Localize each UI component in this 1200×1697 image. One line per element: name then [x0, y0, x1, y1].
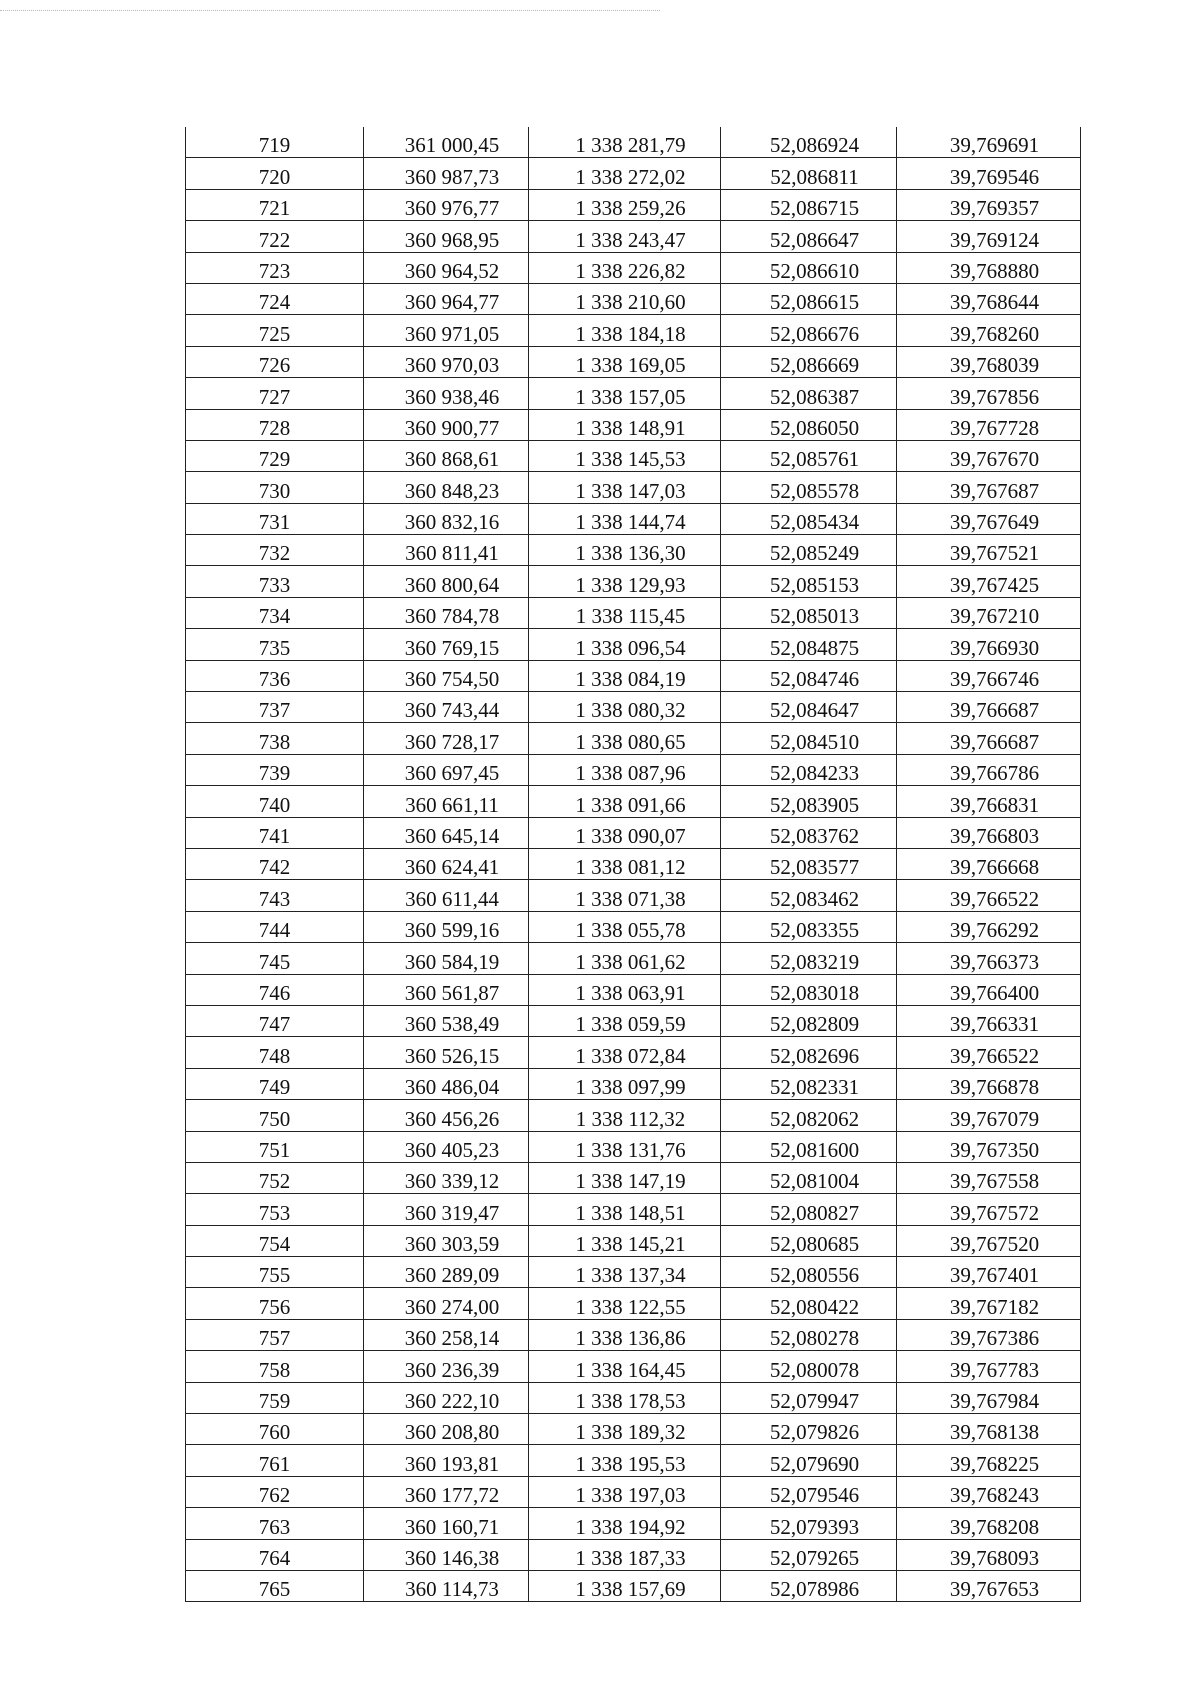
longitude-cell: 39,766292	[897, 911, 1081, 942]
y-coordinate-cell: 1 338 147,19	[529, 1162, 721, 1193]
latitude-cell: 52,086715	[721, 189, 897, 220]
longitude-cell: 39,767856	[897, 378, 1081, 409]
longitude-cell: 39,767728	[897, 409, 1081, 440]
table-row	[186, 1225, 1081, 1256]
x-coordinate-cell: 360 222,10	[364, 1382, 529, 1413]
y-coordinate-cell: 1 338 189,32	[529, 1414, 721, 1445]
x-coordinate-cell: 360 160,71	[364, 1508, 529, 1539]
table-row	[186, 378, 1081, 409]
y-coordinate-cell: 1 338 136,86	[529, 1319, 721, 1350]
y-coordinate-cell: 1 338 122,55	[529, 1288, 721, 1319]
latitude-cell: 52,083355	[721, 911, 897, 942]
point-number-cell: 760	[186, 1414, 364, 1445]
y-coordinate-cell: 1 338 272,02	[529, 158, 721, 189]
y-coordinate-cell: 1 338 184,18	[529, 315, 721, 346]
longitude-cell: 39,769546	[897, 158, 1081, 189]
y-coordinate-cell: 1 338 084,19	[529, 660, 721, 691]
point-number-cell: 755	[186, 1257, 364, 1288]
x-coordinate-cell: 360 236,39	[364, 1351, 529, 1382]
scan-edge-line	[0, 10, 660, 11]
point-number-cell: 765	[186, 1570, 364, 1601]
y-coordinate-cell: 1 338 243,47	[529, 221, 721, 252]
x-coordinate-cell: 360 456,26	[364, 1100, 529, 1131]
table-row	[186, 1131, 1081, 1162]
point-number-cell: 762	[186, 1476, 364, 1507]
latitude-cell: 52,081004	[721, 1162, 897, 1193]
y-coordinate-cell: 1 338 281,79	[529, 127, 721, 158]
point-number-cell: 744	[186, 911, 364, 942]
table-row	[186, 189, 1081, 220]
longitude-cell: 39,766522	[897, 1037, 1081, 1068]
point-number-cell: 742	[186, 848, 364, 879]
latitude-cell: 52,081600	[721, 1131, 897, 1162]
longitude-cell: 39,768208	[897, 1508, 1081, 1539]
longitude-cell: 39,766803	[897, 817, 1081, 848]
latitude-cell: 52,083462	[721, 880, 897, 911]
y-coordinate-cell: 1 338 145,21	[529, 1225, 721, 1256]
point-number-cell: 763	[186, 1508, 364, 1539]
table-row	[186, 974, 1081, 1005]
y-coordinate-cell: 1 338 148,51	[529, 1194, 721, 1225]
longitude-cell: 39,766668	[897, 848, 1081, 879]
latitude-cell: 52,086647	[721, 221, 897, 252]
point-number-cell: 735	[186, 629, 364, 660]
y-coordinate-cell: 1 338 063,91	[529, 974, 721, 1005]
table-row	[186, 1382, 1081, 1413]
x-coordinate-cell: 360 964,77	[364, 283, 529, 314]
table-row	[186, 754, 1081, 785]
table-row	[186, 503, 1081, 534]
x-coordinate-cell: 360 114,73	[364, 1570, 529, 1601]
table-row	[186, 660, 1081, 691]
x-coordinate-cell: 360 208,80	[364, 1414, 529, 1445]
table-row	[186, 1194, 1081, 1225]
x-coordinate-cell: 360 193,81	[364, 1445, 529, 1476]
point-number-cell: 730	[186, 472, 364, 503]
y-coordinate-cell: 1 338 157,69	[529, 1570, 721, 1601]
x-coordinate-cell: 361 000,45	[364, 127, 529, 158]
latitude-cell: 52,085434	[721, 503, 897, 534]
point-number-cell: 726	[186, 346, 364, 377]
y-coordinate-cell: 1 338 091,66	[529, 786, 721, 817]
x-coordinate-cell: 360 146,38	[364, 1539, 529, 1570]
table-row	[186, 1068, 1081, 1099]
longitude-cell: 39,767783	[897, 1351, 1081, 1382]
x-coordinate-cell: 360 964,52	[364, 252, 529, 283]
x-coordinate-cell: 360 968,95	[364, 221, 529, 252]
point-number-cell: 748	[186, 1037, 364, 1068]
y-coordinate-cell: 1 338 148,91	[529, 409, 721, 440]
latitude-cell: 52,085249	[721, 535, 897, 566]
latitude-cell: 52,079393	[721, 1508, 897, 1539]
latitude-cell: 52,082331	[721, 1068, 897, 1099]
y-coordinate-cell: 1 338 197,03	[529, 1476, 721, 1507]
table-row	[186, 817, 1081, 848]
x-coordinate-cell: 360 970,03	[364, 346, 529, 377]
x-coordinate-cell: 360 624,41	[364, 848, 529, 879]
table-row	[186, 880, 1081, 911]
latitude-cell: 52,083219	[721, 943, 897, 974]
longitude-cell: 39,766930	[897, 629, 1081, 660]
longitude-cell: 39,767350	[897, 1131, 1081, 1162]
point-number-cell: 721	[186, 189, 364, 220]
point-number-cell: 737	[186, 692, 364, 723]
x-coordinate-cell: 360 303,59	[364, 1225, 529, 1256]
longitude-cell: 39,767520	[897, 1225, 1081, 1256]
y-coordinate-cell: 1 338 226,82	[529, 252, 721, 283]
x-coordinate-cell: 360 538,49	[364, 1005, 529, 1036]
table-row	[186, 1351, 1081, 1382]
longitude-cell: 39,766373	[897, 943, 1081, 974]
longitude-cell: 39,766786	[897, 754, 1081, 785]
latitude-cell: 52,080556	[721, 1257, 897, 1288]
latitude-cell: 52,078986	[721, 1570, 897, 1601]
latitude-cell: 52,080422	[721, 1288, 897, 1319]
latitude-cell: 52,082062	[721, 1100, 897, 1131]
latitude-cell: 52,082696	[721, 1037, 897, 1068]
x-coordinate-cell: 360 177,72	[364, 1476, 529, 1507]
point-number-cell: 753	[186, 1194, 364, 1225]
table-row	[186, 723, 1081, 754]
table-row	[186, 943, 1081, 974]
longitude-cell: 39,768093	[897, 1539, 1081, 1570]
point-number-cell: 761	[186, 1445, 364, 1476]
point-number-cell: 757	[186, 1319, 364, 1350]
x-coordinate-cell: 360 274,00	[364, 1288, 529, 1319]
coordinates-table-body	[186, 127, 1081, 1602]
y-coordinate-cell: 1 338 087,96	[529, 754, 721, 785]
latitude-cell: 52,086610	[721, 252, 897, 283]
latitude-cell: 52,084510	[721, 723, 897, 754]
point-number-cell: 745	[186, 943, 364, 974]
point-number-cell: 736	[186, 660, 364, 691]
longitude-cell: 39,768880	[897, 252, 1081, 283]
y-coordinate-cell: 1 338 144,74	[529, 503, 721, 534]
x-coordinate-cell: 360 987,73	[364, 158, 529, 189]
point-number-cell: 751	[186, 1131, 364, 1162]
x-coordinate-cell: 360 743,44	[364, 692, 529, 723]
x-coordinate-cell: 360 611,44	[364, 880, 529, 911]
x-coordinate-cell: 360 339,12	[364, 1162, 529, 1193]
point-number-cell: 724	[186, 283, 364, 314]
latitude-cell: 52,080078	[721, 1351, 897, 1382]
y-coordinate-cell: 1 338 131,76	[529, 1131, 721, 1162]
x-coordinate-cell: 360 868,61	[364, 440, 529, 471]
longitude-cell: 39,768644	[897, 283, 1081, 314]
latitude-cell: 52,079265	[721, 1539, 897, 1570]
latitude-cell: 52,083018	[721, 974, 897, 1005]
table-row	[186, 315, 1081, 346]
y-coordinate-cell: 1 338 061,62	[529, 943, 721, 974]
y-coordinate-cell: 1 338 147,03	[529, 472, 721, 503]
table-row	[186, 1476, 1081, 1507]
x-coordinate-cell: 360 561,87	[364, 974, 529, 1005]
coordinates-table	[185, 127, 1081, 1602]
y-coordinate-cell: 1 338 055,78	[529, 911, 721, 942]
table-row	[186, 158, 1081, 189]
point-number-cell: 719	[186, 127, 364, 158]
x-coordinate-cell: 360 289,09	[364, 1257, 529, 1288]
x-coordinate-cell: 360 800,64	[364, 566, 529, 597]
table-row	[186, 1414, 1081, 1445]
point-number-cell: 731	[186, 503, 364, 534]
y-coordinate-cell: 1 338 059,59	[529, 1005, 721, 1036]
point-number-cell: 759	[186, 1382, 364, 1413]
y-coordinate-cell: 1 338 259,26	[529, 189, 721, 220]
y-coordinate-cell: 1 338 081,12	[529, 848, 721, 879]
y-coordinate-cell: 1 338 187,33	[529, 1539, 721, 1570]
longitude-cell: 39,767521	[897, 535, 1081, 566]
y-coordinate-cell: 1 338 129,93	[529, 566, 721, 597]
point-number-cell: 727	[186, 378, 364, 409]
point-number-cell: 758	[186, 1351, 364, 1382]
longitude-cell: 39,767670	[897, 440, 1081, 471]
table-row	[186, 221, 1081, 252]
table-row	[186, 1037, 1081, 1068]
table-row	[186, 597, 1081, 628]
latitude-cell: 52,085578	[721, 472, 897, 503]
point-number-cell: 723	[186, 252, 364, 283]
x-coordinate-cell: 360 319,47	[364, 1194, 529, 1225]
longitude-cell: 39,768260	[897, 315, 1081, 346]
y-coordinate-cell: 1 338 096,54	[529, 629, 721, 660]
table-row	[186, 786, 1081, 817]
latitude-cell: 52,086811	[721, 158, 897, 189]
latitude-cell: 52,085153	[721, 566, 897, 597]
table-row	[186, 252, 1081, 283]
point-number-cell: 738	[186, 723, 364, 754]
table-row	[186, 535, 1081, 566]
x-coordinate-cell: 360 900,77	[364, 409, 529, 440]
point-number-cell: 741	[186, 817, 364, 848]
longitude-cell: 39,767649	[897, 503, 1081, 534]
point-number-cell: 728	[186, 409, 364, 440]
table-row	[186, 1162, 1081, 1193]
table-row	[186, 346, 1081, 377]
y-coordinate-cell: 1 338 157,05	[529, 378, 721, 409]
latitude-cell: 52,084647	[721, 692, 897, 723]
x-coordinate-cell: 360 599,16	[364, 911, 529, 942]
latitude-cell: 52,082809	[721, 1005, 897, 1036]
latitude-cell: 52,080685	[721, 1225, 897, 1256]
y-coordinate-cell: 1 338 112,32	[529, 1100, 721, 1131]
longitude-cell: 39,766522	[897, 880, 1081, 911]
longitude-cell: 39,767079	[897, 1100, 1081, 1131]
latitude-cell: 52,084746	[721, 660, 897, 691]
latitude-cell: 52,079947	[721, 1382, 897, 1413]
latitude-cell: 52,085013	[721, 597, 897, 628]
table-row	[186, 1508, 1081, 1539]
longitude-cell: 39,766687	[897, 723, 1081, 754]
point-number-cell: 729	[186, 440, 364, 471]
point-number-cell: 722	[186, 221, 364, 252]
point-number-cell: 749	[186, 1068, 364, 1099]
latitude-cell: 52,086924	[721, 127, 897, 158]
longitude-cell: 39,767182	[897, 1288, 1081, 1319]
y-coordinate-cell: 1 338 136,30	[529, 535, 721, 566]
x-coordinate-cell: 360 848,23	[364, 472, 529, 503]
longitude-cell: 39,767984	[897, 1382, 1081, 1413]
longitude-cell: 39,767687	[897, 472, 1081, 503]
point-number-cell: 732	[186, 535, 364, 566]
y-coordinate-cell: 1 338 195,53	[529, 1445, 721, 1476]
latitude-cell: 52,086387	[721, 378, 897, 409]
longitude-cell: 39,767210	[897, 597, 1081, 628]
table-row	[186, 1445, 1081, 1476]
x-coordinate-cell: 360 811,41	[364, 535, 529, 566]
point-number-cell: 734	[186, 597, 364, 628]
y-coordinate-cell: 1 338 169,05	[529, 346, 721, 377]
longitude-cell: 39,766400	[897, 974, 1081, 1005]
x-coordinate-cell: 360 526,15	[364, 1037, 529, 1068]
latitude-cell: 52,084233	[721, 754, 897, 785]
point-number-cell: 756	[186, 1288, 364, 1319]
longitude-cell: 39,766331	[897, 1005, 1081, 1036]
y-coordinate-cell: 1 338 090,07	[529, 817, 721, 848]
point-number-cell: 754	[186, 1225, 364, 1256]
latitude-cell: 52,086050	[721, 409, 897, 440]
point-number-cell: 720	[186, 158, 364, 189]
latitude-cell: 52,083577	[721, 848, 897, 879]
x-coordinate-cell: 360 697,45	[364, 754, 529, 785]
longitude-cell: 39,768243	[897, 1476, 1081, 1507]
table-row	[186, 283, 1081, 314]
longitude-cell: 39,768138	[897, 1414, 1081, 1445]
x-coordinate-cell: 360 754,50	[364, 660, 529, 691]
point-number-cell: 739	[186, 754, 364, 785]
point-number-cell: 764	[186, 1539, 364, 1570]
x-coordinate-cell: 360 584,19	[364, 943, 529, 974]
y-coordinate-cell: 1 338 145,53	[529, 440, 721, 471]
table-row	[186, 1539, 1081, 1570]
longitude-cell: 39,768225	[897, 1445, 1081, 1476]
table-row	[186, 1100, 1081, 1131]
table-row	[186, 440, 1081, 471]
longitude-cell: 39,767572	[897, 1194, 1081, 1225]
longitude-cell: 39,767653	[897, 1570, 1081, 1601]
y-coordinate-cell: 1 338 137,34	[529, 1257, 721, 1288]
y-coordinate-cell: 1 338 097,99	[529, 1068, 721, 1099]
point-number-cell: 750	[186, 1100, 364, 1131]
point-number-cell: 743	[186, 880, 364, 911]
y-coordinate-cell: 1 338 115,45	[529, 597, 721, 628]
x-coordinate-cell: 360 976,77	[364, 189, 529, 220]
table-row	[186, 409, 1081, 440]
latitude-cell: 52,079690	[721, 1445, 897, 1476]
table-row	[186, 566, 1081, 597]
x-coordinate-cell: 360 784,78	[364, 597, 529, 628]
longitude-cell: 39,769691	[897, 127, 1081, 158]
x-coordinate-cell: 360 832,16	[364, 503, 529, 534]
x-coordinate-cell: 360 769,15	[364, 629, 529, 660]
point-number-cell: 747	[186, 1005, 364, 1036]
y-coordinate-cell: 1 338 072,84	[529, 1037, 721, 1068]
y-coordinate-cell: 1 338 194,92	[529, 1508, 721, 1539]
x-coordinate-cell: 360 486,04	[364, 1068, 529, 1099]
longitude-cell: 39,766831	[897, 786, 1081, 817]
y-coordinate-cell: 1 338 210,60	[529, 283, 721, 314]
longitude-cell: 39,767386	[897, 1319, 1081, 1350]
latitude-cell: 52,083762	[721, 817, 897, 848]
x-coordinate-cell: 360 971,05	[364, 315, 529, 346]
latitude-cell: 52,086676	[721, 315, 897, 346]
longitude-cell: 39,767558	[897, 1162, 1081, 1193]
y-coordinate-cell: 1 338 071,38	[529, 880, 721, 911]
longitude-cell: 39,767425	[897, 566, 1081, 597]
table-row	[186, 911, 1081, 942]
y-coordinate-cell: 1 338 080,65	[529, 723, 721, 754]
table-row	[186, 1288, 1081, 1319]
table-row	[186, 848, 1081, 879]
x-coordinate-cell: 360 405,23	[364, 1131, 529, 1162]
latitude-cell: 52,084875	[721, 629, 897, 660]
x-coordinate-cell: 360 645,14	[364, 817, 529, 848]
longitude-cell: 39,769124	[897, 221, 1081, 252]
point-number-cell: 740	[186, 786, 364, 817]
latitude-cell: 52,079546	[721, 1476, 897, 1507]
longitude-cell: 39,768039	[897, 346, 1081, 377]
latitude-cell: 52,080278	[721, 1319, 897, 1350]
table-row	[186, 127, 1081, 158]
table-row	[186, 1257, 1081, 1288]
longitude-cell: 39,766878	[897, 1068, 1081, 1099]
latitude-cell: 52,086615	[721, 283, 897, 314]
latitude-cell: 52,079826	[721, 1414, 897, 1445]
longitude-cell: 39,769357	[897, 189, 1081, 220]
point-number-cell: 746	[186, 974, 364, 1005]
x-coordinate-cell: 360 258,14	[364, 1319, 529, 1350]
latitude-cell: 52,080827	[721, 1194, 897, 1225]
point-number-cell: 752	[186, 1162, 364, 1193]
latitude-cell: 52,086669	[721, 346, 897, 377]
y-coordinate-cell: 1 338 080,32	[529, 692, 721, 723]
x-coordinate-cell: 360 728,17	[364, 723, 529, 754]
y-coordinate-cell: 1 338 164,45	[529, 1351, 721, 1382]
latitude-cell: 52,085761	[721, 440, 897, 471]
table-row	[186, 1005, 1081, 1036]
y-coordinate-cell: 1 338 178,53	[529, 1382, 721, 1413]
point-number-cell: 733	[186, 566, 364, 597]
table-row	[186, 1570, 1081, 1601]
longitude-cell: 39,766746	[897, 660, 1081, 691]
table-row	[186, 472, 1081, 503]
longitude-cell: 39,766687	[897, 692, 1081, 723]
table-row	[186, 1319, 1081, 1350]
point-number-cell: 725	[186, 315, 364, 346]
table-row	[186, 692, 1081, 723]
x-coordinate-cell: 360 938,46	[364, 378, 529, 409]
x-coordinate-cell: 360 661,11	[364, 786, 529, 817]
table-row	[186, 629, 1081, 660]
longitude-cell: 39,767401	[897, 1257, 1081, 1288]
latitude-cell: 52,083905	[721, 786, 897, 817]
